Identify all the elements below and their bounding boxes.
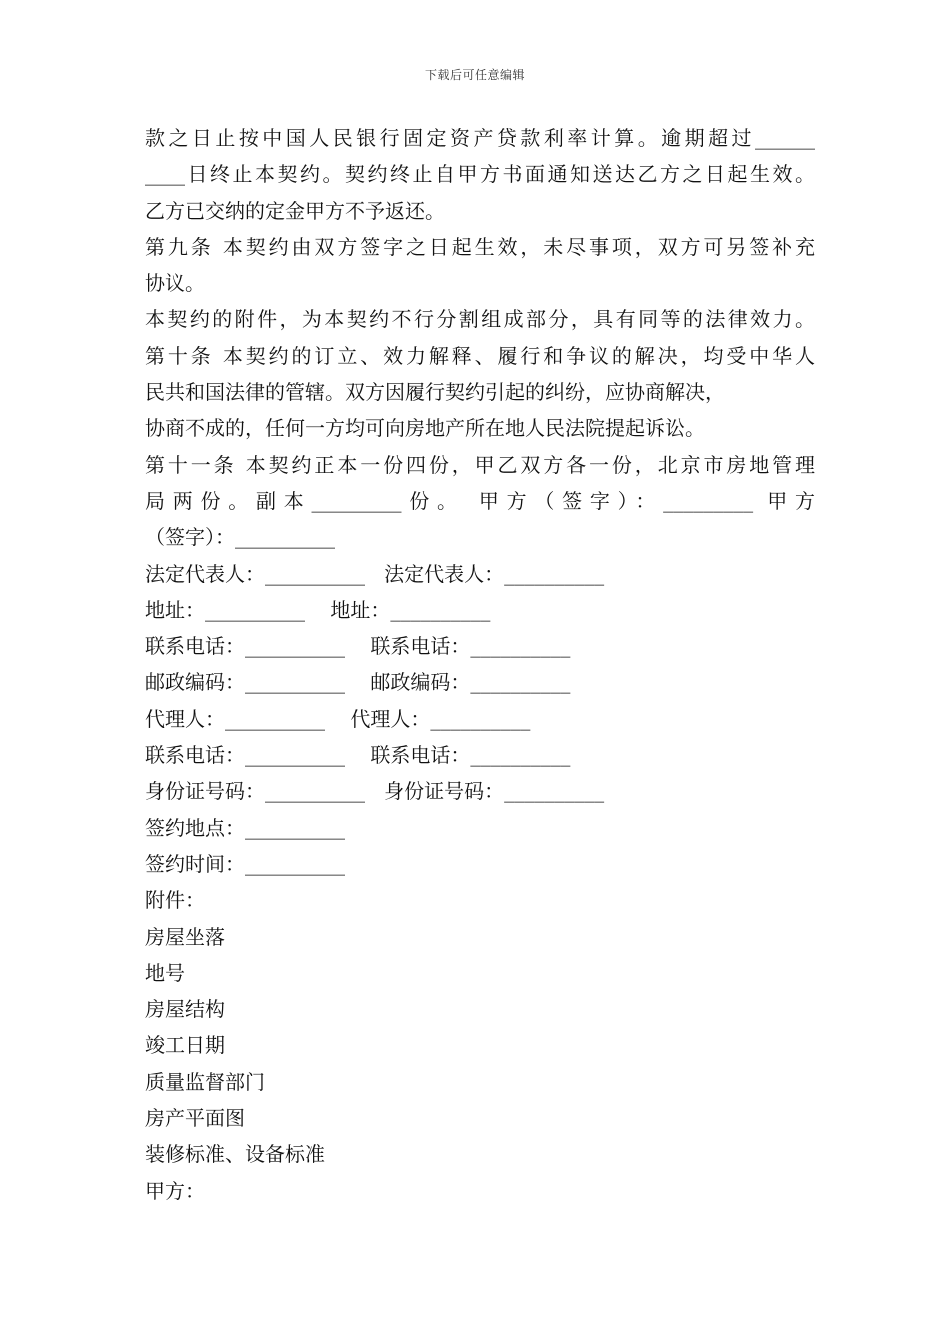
attachment-item: 地号 [145,960,185,985]
phone-line: 联系电话：__________ 联系电话：__________ [145,743,571,768]
party-a-label: 甲方： [145,1178,205,1203]
phone-line: 联系电话：__________ 联系电话：__________ [145,634,571,659]
paragraph-line: 乙方已交纳的定金甲方不予返还。 [145,198,445,223]
article-10-line: 协商不成的，任何一方均可向房地产所在地人民法院提起诉讼。 [145,416,705,441]
attachment-heading: 附件： [145,888,205,913]
signature-line: （签字）：__________ [145,525,335,550]
article-10-line: 民共和国法律的管辖。双方因履行契约引起的纠纷，应协商解决， [145,380,725,405]
paragraph-line: ____日终止本契约。契约终止自甲方书面通知送达乙方之日起生效。 [145,162,815,187]
paragraph-line: 本契约的附件，为本契约不行分割组成部分，具有同等的法律效力。 [145,307,815,332]
attachment-item: 房产平面图 [145,1106,245,1131]
signing-place-line: 签约地点：__________ [145,815,345,840]
article-9-line: 协议。 [145,271,205,296]
attachment-item: 装修标准、设备标准 [145,1142,325,1167]
legal-representative-line: 法定代表人：__________ 法定代表人：__________ [145,561,605,586]
attachment-item: 质量监督部门 [145,1069,265,1094]
article-9-line: 第九条 本契约由双方签字之日起生效，未尽事项，双方可另签补充 [145,234,815,259]
attachment-item: 竣工日期 [145,1033,225,1058]
contract-body [145,120,815,1209]
article-11-line: 局两份。副本_________份。 甲方（签字）：_________ 甲方 [145,488,815,513]
signing-time-line: 签约时间：__________ [145,851,345,876]
agent-line: 代理人：__________ 代理人：__________ [145,706,531,731]
page-header-note: 下载后可任意编辑 [424,68,525,82]
address-line: 地址：__________ 地址：__________ [145,597,491,622]
attachment-item: 房屋结构 [145,997,225,1022]
paragraph-line: 款之日止按中国人民银行固定资产贷款利率计算。逾期超过______ [145,126,815,150]
attachment-item: 房屋坐落 [145,924,225,949]
postal-code-line: 邮政编码：__________ 邮政编码：__________ [145,670,571,695]
article-10-line: 第十条 本契约的订立、效力解释、履行和争议的解决，均受中华人 [145,343,815,368]
article-11-line: 第十一条 本契约正本一份四份，甲乙双方各一份，北京市房地管理 [145,452,815,477]
id-number-line: 身份证号码：__________ 身份证号码：__________ [145,779,605,804]
